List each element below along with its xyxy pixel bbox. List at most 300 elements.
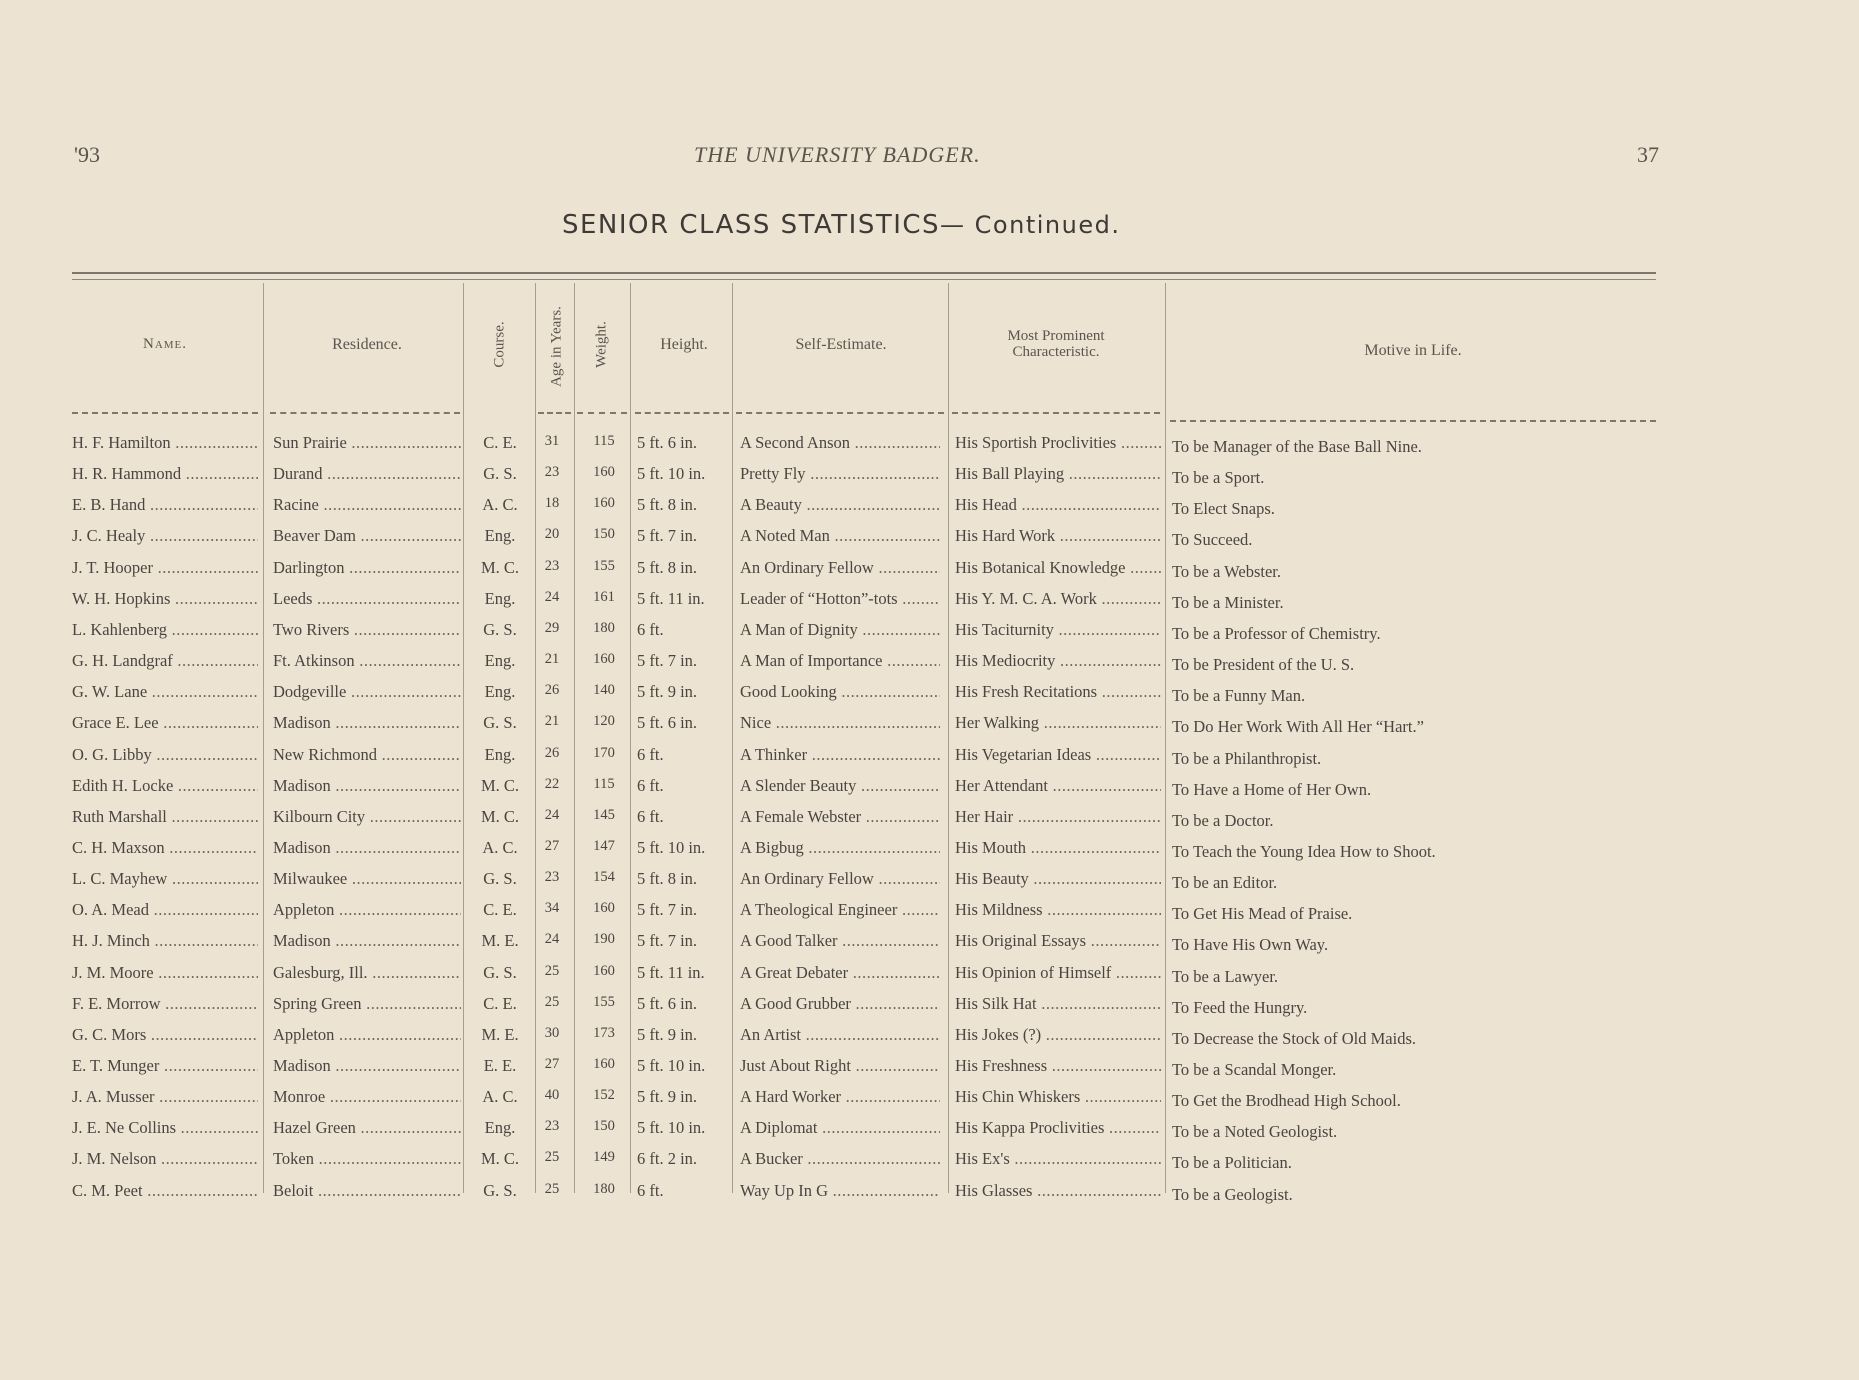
row-name-text: Grace E. Lee .....	[72, 713, 258, 732]
row-name	[72, 869, 258, 889]
row-name-text: O. G. Libby .....	[72, 745, 258, 764]
row-characteristic-text: His Silk Hat .....	[955, 994, 1161, 1013]
row-name	[72, 558, 258, 578]
row-height	[637, 558, 729, 578]
row-residence-text: New Richmond .....	[273, 745, 461, 764]
row-self-estimate-text: A Man of Dignity .....	[740, 620, 940, 639]
row-weight	[578, 869, 630, 886]
row-name-text: G. W. Lane .....	[72, 682, 258, 701]
row-residence	[273, 745, 461, 765]
row-characteristic	[955, 495, 1161, 515]
row-weight-text: 115	[593, 775, 615, 792]
row-height-text: 6 ft.	[637, 775, 664, 795]
row-weight-text: 180	[593, 1180, 615, 1197]
row-weight-text: 120	[593, 713, 615, 730]
row-self-estimate	[740, 713, 940, 733]
row-height	[637, 620, 729, 640]
row-characteristic	[955, 931, 1161, 951]
row-residence-text: Madison .....	[273, 838, 461, 857]
row-residence	[273, 682, 461, 702]
row-residence-text: Durand .....	[273, 464, 461, 483]
row-height-text: 6 ft.	[637, 619, 664, 639]
row-course	[466, 682, 534, 702]
row-residence-text: Two Rivers .....	[273, 620, 461, 639]
row-name	[72, 682, 258, 702]
header-name: Name.	[142, 336, 188, 352]
row-course	[466, 1118, 534, 1138]
row-weight	[578, 620, 630, 637]
row-name-text: J. M. Moore .....	[72, 963, 258, 982]
row-course	[466, 1181, 534, 1201]
row-height	[637, 900, 729, 920]
row-self-estimate	[740, 994, 940, 1014]
row-self-estimate	[740, 963, 940, 983]
row-motive-text: To be an Editor.	[1172, 873, 1278, 893]
row-characteristic-text: His Taciturnity .....	[955, 620, 1161, 639]
row-name-text: C. H. Maxson .....	[72, 838, 258, 857]
page-number: 37	[1637, 142, 1659, 167]
row-residence	[273, 558, 461, 578]
row-weight-text: 161	[593, 588, 615, 605]
row-height	[637, 807, 729, 827]
row-age-text: 27	[544, 837, 560, 854]
row-name-text: H. R. Hammond .....	[72, 464, 258, 483]
row-residence	[273, 931, 461, 951]
row-height-text: 6 ft.	[637, 744, 664, 764]
row-motive-text: To Decrease the Stock of Old Maids.	[1172, 1028, 1416, 1048]
row-motive	[1172, 562, 1642, 582]
row-weight-text: 173	[593, 1024, 615, 1041]
table-row	[0, 464, 1859, 495]
row-name-text: O. A. Mead .....	[72, 900, 258, 919]
row-self-estimate-text: A Bigbug .....	[740, 838, 940, 857]
row-self-estimate	[740, 931, 940, 951]
row-weight	[578, 1025, 630, 1042]
row-characteristic-text: His Freshness .....	[955, 1056, 1161, 1075]
row-self-estimate	[740, 1149, 940, 1169]
row-motive-text: To Get the Brodhead High School.	[1172, 1091, 1401, 1111]
row-characteristic-text: Her Hair .....	[955, 807, 1161, 826]
row-motive	[1172, 935, 1642, 955]
row-characteristic	[955, 994, 1161, 1014]
row-characteristic-text: His Hard Work .....	[955, 526, 1161, 545]
row-weight-text: 150	[593, 1118, 615, 1135]
row-self-estimate-text: Pretty Fly .....	[740, 464, 940, 483]
row-weight-text: 160	[593, 962, 615, 979]
row-motive-text: To be a Professor of Chemistry.	[1172, 623, 1381, 643]
row-age	[536, 994, 568, 1011]
row-height-text: 5 ft. 9 in.	[637, 1024, 698, 1044]
row-characteristic	[955, 963, 1161, 983]
row-name	[72, 745, 258, 765]
row-weight-text: 154	[593, 869, 615, 886]
row-weight	[578, 963, 630, 980]
row-age-text: 22	[544, 775, 560, 792]
row-course-text: G. S.	[483, 619, 517, 639]
row-characteristic-text: His Ex's .....	[955, 1149, 1161, 1168]
table-row	[0, 495, 1859, 526]
row-age	[536, 963, 568, 980]
row-motive	[1172, 717, 1642, 737]
row-age-text: 29	[544, 619, 560, 636]
row-characteristic	[955, 464, 1161, 484]
row-height	[637, 1087, 729, 1107]
row-name-text: J. E. Ne Collins .....	[72, 1118, 258, 1137]
row-motive-text: To Feed the Hungry.	[1172, 997, 1308, 1017]
row-name-text: J. M. Nelson .....	[72, 1149, 258, 1168]
row-course-text: G. S.	[483, 962, 517, 982]
row-name-text: Ruth Marshall .....	[72, 807, 258, 826]
row-residence-text: Madison .....	[273, 1056, 461, 1075]
row-weight	[578, 776, 630, 793]
row-self-estimate	[740, 495, 940, 515]
row-age-text: 27	[544, 1056, 560, 1072]
title-main: SENIOR CLASS STATISTICS	[562, 210, 941, 240]
row-residence-text: Racine .....	[273, 495, 461, 514]
row-self-estimate-text: Good Looking .....	[740, 682, 940, 701]
row-residence	[273, 869, 461, 889]
row-age	[536, 838, 568, 855]
row-motive	[1172, 624, 1642, 644]
row-height	[637, 1181, 729, 1201]
row-motive	[1172, 998, 1642, 1018]
row-residence-text: Monroe .....	[273, 1087, 461, 1106]
row-age	[536, 495, 568, 512]
row-self-estimate	[740, 558, 940, 578]
row-motive	[1172, 1029, 1642, 1049]
row-residence	[273, 900, 461, 920]
header-rule	[72, 412, 258, 414]
row-weight-text: 155	[593, 557, 615, 574]
row-self-estimate	[740, 651, 940, 671]
row-characteristic	[955, 869, 1161, 889]
row-age	[536, 931, 568, 948]
row-characteristic	[955, 558, 1161, 578]
header-rule	[635, 412, 729, 414]
row-residence-text: Appleton .....	[273, 900, 461, 919]
row-course	[466, 745, 534, 765]
row-self-estimate-text: A Beauty .....	[740, 495, 940, 514]
row-weight	[578, 1149, 630, 1166]
row-characteristic-text: His Mildness .....	[955, 900, 1161, 919]
row-residence-text: Madison .....	[273, 713, 461, 732]
row-motive	[1172, 904, 1642, 924]
row-self-estimate	[740, 682, 940, 702]
row-age	[536, 1149, 568, 1166]
row-course	[466, 620, 534, 640]
row-self-estimate-text: A Noted Man .....	[740, 526, 940, 545]
row-self-estimate	[740, 900, 940, 920]
row-height	[637, 589, 729, 609]
row-residence	[273, 1181, 461, 1201]
row-self-estimate	[740, 1181, 940, 1201]
row-name	[72, 1118, 258, 1138]
row-age	[536, 651, 568, 668]
row-self-estimate-text: Leader of “Hotton”-tots .....	[740, 589, 940, 608]
row-height	[637, 495, 729, 515]
row-self-estimate-text: A Man of Importance .....	[740, 651, 940, 670]
row-height-text: 5 ft. 8 in.	[637, 557, 698, 577]
row-residence-text: Madison .....	[273, 931, 461, 950]
row-residence	[273, 651, 461, 671]
row-characteristic	[955, 745, 1161, 765]
row-height-text: 5 ft. 9 in.	[637, 1087, 698, 1107]
header-rule	[577, 412, 627, 414]
row-age	[536, 1118, 568, 1135]
row-characteristic-text: His Mouth .....	[955, 838, 1161, 857]
row-height	[637, 869, 729, 889]
row-age	[536, 1056, 568, 1073]
row-residence	[273, 1025, 461, 1045]
row-course-text: A. C.	[482, 495, 518, 515]
row-characteristic-text: His Original Essays .....	[955, 931, 1161, 950]
row-self-estimate	[740, 433, 940, 453]
row-height-text: 5 ft. 7 in.	[637, 900, 698, 920]
row-residence-text: Leeds .....	[273, 589, 461, 608]
row-name-text: G. H. Landgraf .....	[72, 651, 258, 670]
row-course	[466, 433, 534, 453]
table-row	[0, 1149, 1859, 1180]
row-age	[536, 1181, 568, 1198]
row-age-text: 34	[544, 900, 560, 917]
row-name-text: H. F. Hamilton .....	[72, 433, 258, 452]
row-self-estimate	[740, 1118, 940, 1138]
row-weight-text: 170	[593, 744, 615, 761]
row-self-estimate-text: A Bucker .....	[740, 1149, 940, 1168]
row-residence-text: Madison .....	[273, 776, 461, 795]
row-self-estimate	[740, 869, 940, 889]
row-height	[637, 1149, 729, 1169]
row-course-text: A. C.	[482, 837, 518, 857]
row-name	[72, 433, 258, 453]
row-weight-text: 152	[593, 1087, 615, 1104]
row-residence-text: Spring Green .....	[273, 994, 461, 1013]
header-course: Course.	[491, 321, 508, 368]
row-height-text: 5 ft. 7 in.	[637, 931, 698, 951]
row-characteristic-text: His Vegetarian Ideas .....	[955, 745, 1161, 764]
row-residence	[273, 807, 461, 827]
row-age-text: 21	[544, 713, 560, 730]
row-weight	[578, 807, 630, 824]
row-course-text: Eng.	[484, 588, 516, 608]
row-motive-text: To be President of the U. S.	[1172, 655, 1355, 675]
row-self-estimate	[740, 807, 940, 827]
row-age	[536, 776, 568, 793]
row-motive	[1172, 1060, 1642, 1080]
row-motive-text: To be a Funny Man.	[1172, 686, 1306, 706]
row-residence	[273, 1149, 461, 1169]
row-residence	[273, 495, 461, 515]
header-rule	[270, 412, 460, 414]
row-age	[536, 1087, 568, 1104]
row-weight-text: 160	[593, 900, 615, 917]
row-characteristic	[955, 713, 1161, 733]
row-course-text: C. E.	[483, 993, 517, 1013]
row-characteristic-text: Her Attendant .....	[955, 776, 1161, 795]
row-name-text: E. B. Hand .....	[72, 495, 258, 514]
row-age	[536, 713, 568, 730]
row-motive	[1172, 437, 1642, 457]
table-row	[0, 1181, 1859, 1212]
row-height-text: 6 ft. 2 in.	[637, 1149, 698, 1169]
row-height	[637, 776, 729, 796]
row-course	[466, 1149, 534, 1169]
row-characteristic-text: His Chin Whiskers .....	[955, 1087, 1161, 1106]
row-age-text: 21	[544, 651, 560, 668]
row-course-text: Eng.	[484, 744, 516, 764]
row-residence-text: Darlington .....	[273, 558, 461, 577]
row-characteristic	[955, 433, 1161, 453]
row-name-text: H. J. Minch .....	[72, 931, 258, 950]
table-row	[0, 994, 1859, 1025]
row-height-text: 5 ft. 10 in.	[637, 837, 706, 857]
row-characteristic-text: His Y. M. C. A. Work .....	[955, 589, 1161, 608]
header-rule	[952, 412, 1160, 414]
row-name	[72, 713, 258, 733]
row-residence-text: Beaver Dam .....	[273, 526, 461, 545]
row-characteristic	[955, 1118, 1161, 1138]
row-course-text: G. S.	[483, 464, 517, 484]
table-row	[0, 682, 1859, 713]
row-residence	[273, 589, 461, 609]
table-row	[0, 776, 1859, 807]
row-self-estimate-text: A Good Talker .....	[740, 931, 940, 950]
row-characteristic	[955, 1149, 1161, 1169]
row-motive-text: To be a Philanthropist.	[1172, 748, 1322, 768]
header-height: Height.	[660, 336, 708, 353]
row-height-text: 6 ft.	[637, 806, 664, 826]
row-characteristic-text: His Fresh Recitations .....	[955, 682, 1161, 701]
row-characteristic-text: His Ball Playing .....	[955, 464, 1161, 483]
row-height-text: 6 ft.	[637, 1180, 664, 1200]
row-age-text: 30	[544, 1024, 560, 1041]
table-row	[0, 526, 1859, 557]
row-weight	[578, 589, 630, 606]
row-course-text: M. C.	[480, 1149, 520, 1169]
row-self-estimate	[740, 1056, 940, 1076]
row-residence	[273, 963, 461, 983]
row-name-text: J. A. Musser .....	[72, 1087, 258, 1106]
row-characteristic	[955, 651, 1161, 671]
row-characteristic-text: His Jokes (?) .....	[955, 1025, 1161, 1044]
row-self-estimate-text: Nice .....	[740, 713, 940, 732]
row-motive	[1172, 1153, 1642, 1173]
row-self-estimate-text: A Second Anson .....	[740, 433, 940, 452]
row-motive	[1172, 530, 1642, 550]
row-name	[72, 620, 258, 640]
row-height	[637, 464, 729, 484]
row-age	[536, 745, 568, 762]
row-characteristic	[955, 589, 1161, 609]
row-weight	[578, 682, 630, 699]
row-motive-text: To be a Geologist.	[1172, 1184, 1293, 1204]
row-name	[72, 807, 258, 827]
header-motive: Motive in Life.	[1364, 342, 1462, 359]
row-course	[466, 1025, 534, 1045]
row-motive	[1172, 780, 1642, 800]
table-row	[0, 1087, 1859, 1118]
row-characteristic	[955, 1181, 1161, 1201]
row-residence-text: Appleton .....	[273, 1025, 461, 1044]
row-characteristic-text: His Kappa Proclivities .....	[955, 1118, 1161, 1137]
row-self-estimate-text: An Ordinary Fellow .....	[740, 558, 940, 577]
row-name	[72, 776, 258, 796]
row-self-estimate-text: A Diplomat .....	[740, 1118, 940, 1137]
row-weight	[578, 931, 630, 948]
header-rule	[1170, 420, 1656, 422]
row-weight	[578, 464, 630, 481]
row-name-text: E. T. Munger .....	[72, 1056, 258, 1075]
row-characteristic-text: His Head .....	[955, 495, 1161, 514]
row-course-text: G. S.	[483, 869, 517, 889]
row-motive-text: To be a Doctor.	[1172, 810, 1274, 830]
row-residence	[273, 1087, 461, 1107]
row-age-text: 26	[544, 682, 560, 699]
row-height	[637, 651, 729, 671]
row-self-estimate-text: Way Up In G .....	[740, 1181, 940, 1200]
row-course	[466, 994, 534, 1014]
row-age-text: 26	[544, 744, 560, 761]
row-name	[72, 900, 258, 920]
row-name-text: L. Kahlenberg .....	[72, 620, 258, 639]
row-motive-text: To be a Scandal Monger.	[1172, 1060, 1337, 1079]
row-weight-text: 149	[593, 1149, 615, 1166]
row-name	[72, 651, 258, 671]
header-characteristic-2: Characteristic.	[1012, 344, 1100, 360]
row-residence-text: Galesburg, Ill. .....	[273, 963, 461, 982]
row-age-text: 23	[544, 1118, 560, 1135]
row-name-text: C. M. Peet .....	[72, 1181, 258, 1200]
row-characteristic-text: His Botanical Knowledge .....	[955, 558, 1161, 577]
row-height	[637, 1056, 729, 1076]
row-self-estimate	[740, 745, 940, 765]
row-course	[466, 589, 534, 609]
row-course	[466, 526, 534, 546]
row-motive	[1172, 873, 1642, 893]
row-motive-text: To Get His Mead of Praise.	[1172, 904, 1353, 924]
row-self-estimate-text: A Hard Worker .....	[740, 1087, 940, 1106]
header-age: Age in Years.	[548, 306, 565, 387]
row-name	[72, 838, 258, 858]
table-row	[0, 651, 1859, 682]
row-course	[466, 495, 534, 515]
table-row	[0, 433, 1859, 464]
row-height	[637, 838, 729, 858]
row-height-text: 5 ft. 10 in.	[637, 1056, 706, 1075]
row-weight-text: 155	[593, 993, 615, 1010]
row-residence-text: Sun Prairie .....	[273, 433, 461, 452]
row-height-text: 5 ft. 10 in.	[637, 464, 706, 484]
row-residence	[273, 994, 461, 1014]
running-head-year: '93	[74, 142, 100, 167]
header-weight: Weight.	[593, 321, 610, 368]
table-row	[0, 745, 1859, 776]
row-age-text: 24	[544, 588, 560, 605]
row-name	[72, 963, 258, 983]
row-motive-text: To be a Politician.	[1172, 1153, 1292, 1173]
row-name	[72, 931, 258, 951]
row-age-text: 25	[544, 1180, 560, 1197]
row-motive-text: To Do Her Work With All Her “Hart.”	[1172, 717, 1424, 737]
row-self-estimate-text: An Ordinary Fellow .....	[740, 869, 940, 888]
row-weight-text: 150	[593, 526, 615, 543]
row-course	[466, 931, 534, 951]
row-residence	[273, 776, 461, 796]
row-course-text: M. C.	[480, 806, 520, 826]
row-height-text: 5 ft. 8 in.	[637, 495, 698, 515]
row-height-text: 5 ft. 6 in.	[637, 993, 698, 1013]
row-course	[466, 869, 534, 889]
